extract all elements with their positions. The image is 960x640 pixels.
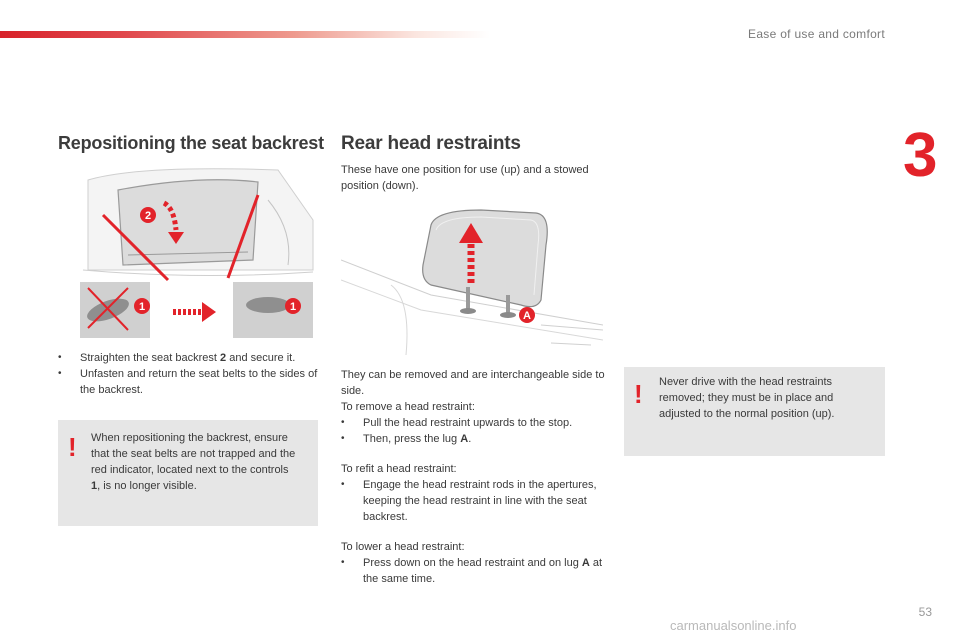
interchangeable-text: They can be removed and are interchangeable side to side. bbox=[341, 369, 605, 397]
watermark: carmanualsonline.info bbox=[670, 618, 797, 633]
head-restraint-warning-box bbox=[624, 367, 885, 456]
seat-backrest-illustration bbox=[78, 160, 318, 340]
bullet-marker: • bbox=[341, 417, 345, 428]
refit-heading: To refit a head restraint: bbox=[341, 463, 457, 475]
backrest-warning-box bbox=[58, 420, 318, 526]
page-number: 53 bbox=[918, 605, 932, 619]
head-restraint-illustration bbox=[341, 205, 603, 360]
bullet-marker: • bbox=[58, 352, 62, 363]
callout-2: 2 bbox=[144, 210, 152, 222]
callout-1-left: 1 bbox=[138, 301, 146, 313]
list-item: • Then, press the lug A. bbox=[341, 433, 472, 445]
left-bullet-list bbox=[58, 350, 320, 398]
bullet-marker: • bbox=[341, 479, 345, 490]
bullet-marker: • bbox=[341, 557, 345, 568]
list-item: • Press down on the head restraint and on lug A at the same time. bbox=[341, 557, 603, 585]
warning-text: Never drive with the head restraints removed; they must be in place and adjusted to the normal position (up). bbox=[659, 376, 835, 420]
callout-a: A bbox=[523, 310, 531, 322]
bullet-marker: • bbox=[58, 368, 62, 379]
bullet-marker: • bbox=[341, 433, 345, 444]
right-body bbox=[341, 367, 606, 587]
lower-heading: To lower a head restraint: bbox=[341, 541, 465, 553]
callout-1-right: 1 bbox=[289, 301, 297, 313]
list-item: • Unfasten and return the seat belts to the sides of the backrest. bbox=[58, 368, 318, 396]
left-section-title: Repositioning the seat backrest bbox=[58, 133, 324, 153]
list-item: • Pull the head restraint upwards to the stop. bbox=[341, 417, 573, 429]
list-item: • Straighten the seat backrest 2 and secure it. bbox=[58, 352, 296, 364]
header-gradient-bar bbox=[0, 31, 490, 38]
intro-text: These have one position for use (up) and a stowed position (down). bbox=[341, 164, 589, 192]
exclamation-icon: ! bbox=[68, 432, 77, 462]
right-section-title: Rear head restraints bbox=[341, 133, 521, 154]
section-title: Ease of use and comfort bbox=[748, 27, 885, 41]
chapter-number: 3 bbox=[903, 121, 938, 190]
exclamation-icon: ! bbox=[634, 379, 643, 409]
remove-heading: To remove a head restraint: bbox=[341, 401, 475, 413]
list-item: • Engage the head restraint rods in the apertures, keeping the head restraint in line with the seat backrest. bbox=[341, 479, 597, 523]
warning-text: When repositioning the backrest, ensure that the seat belts are not trapped and the red indicator, located next to the controls 1, is no longer visible. bbox=[91, 432, 296, 492]
